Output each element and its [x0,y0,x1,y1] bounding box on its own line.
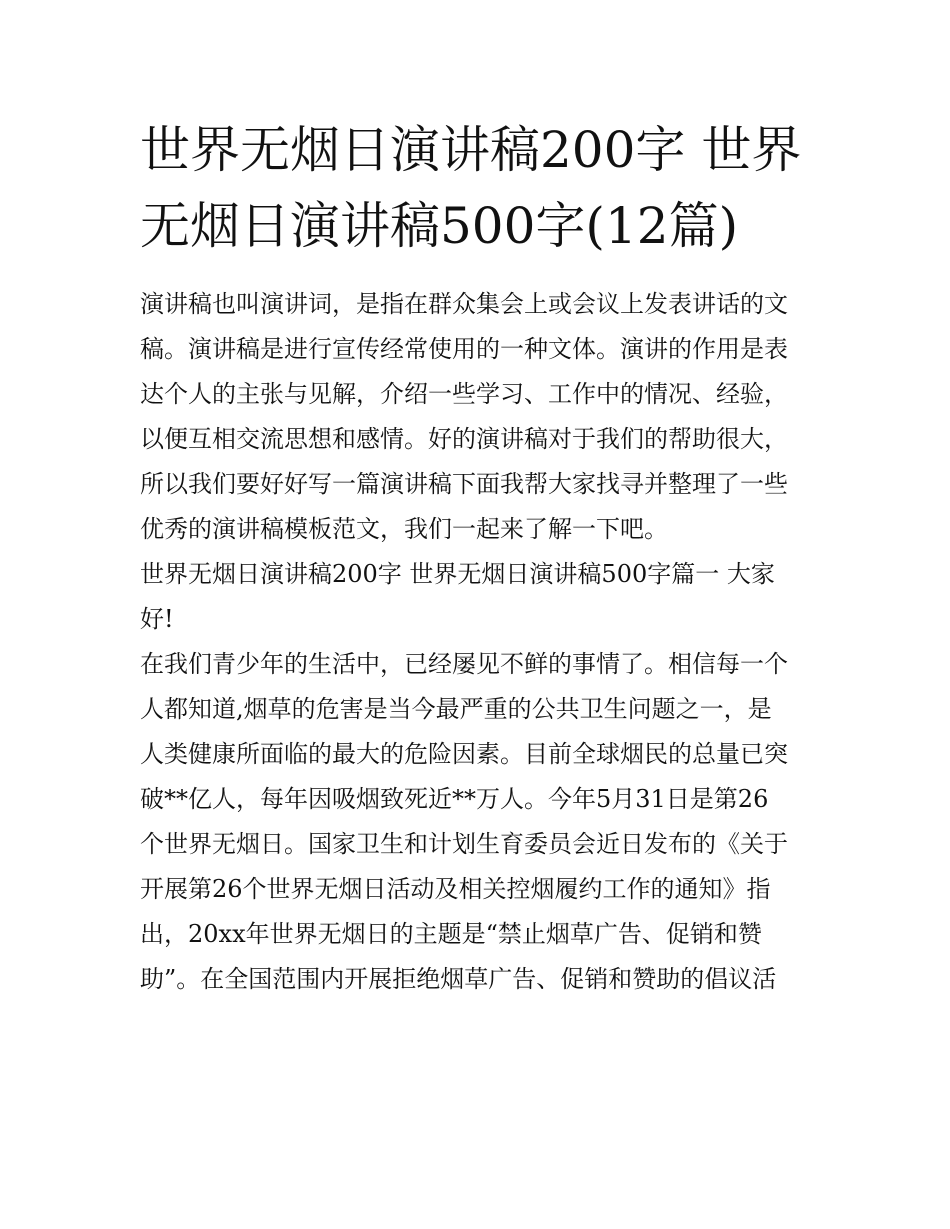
body-line: 在我们青少年的生活中，已经屡见不鲜的事情了。相信每一个 [140,650,788,678]
body-line: 助”。在全国范围内开展拒绝烟草广告、促销和赞助的倡议活 [140,965,777,993]
body-line: 以便互相交流思想和感情。好的演讲稿对于我们的帮助很大， [140,425,788,453]
title-line-1: 世界无烟日演讲稿200字 世界 [140,121,802,179]
body-line: 世界无烟日演讲稿200字 世界无烟日演讲稿500字篇一 大家 [140,560,775,588]
body-line: 好! [140,605,174,633]
body-line: 个世界无烟日。国家卫生和计划生育委员会近日发布的《关于 [140,830,788,858]
body-line: 稿。演讲稿是进行宣传经常使用的一种文体。演讲的作用是表 [140,335,788,363]
body-line: 优秀的演讲稿模板范文，我们一起来了解一下吧。 [140,515,668,543]
document-body [140,282,820,1002]
body-line: 达个人的主张与见解，介绍一些学习、工作中的情况、经验， [140,380,788,408]
body-line: 人类健康所面临的最大的危险因素。目前全球烟民的总量已突 [140,740,788,768]
document-title [140,112,820,264]
body-line: 所以我们要好好写一篇演讲稿下面我帮大家找寻并整理了一些 [140,470,788,498]
body-line: 破**亿人，每年因吸烟致死近**万人。今年5月31日是第26 [140,785,769,813]
body-line: 出，20xx年世界无烟日的主题是“禁止烟草广告、促销和赞 [140,920,762,948]
body-line: 演讲稿也叫演讲词，是指在群众集会上或会议上发表讲话的文 [140,290,788,318]
body-line: 开展第26个世界无烟日活动及相关控烟履约工作的通知》指 [140,875,771,903]
title-line-2: 无烟日演讲稿500字(12篇) [140,197,739,255]
body-line: 人都知道,烟草的危害是当今最严重的公共卫生问题之一，是 [140,695,772,723]
